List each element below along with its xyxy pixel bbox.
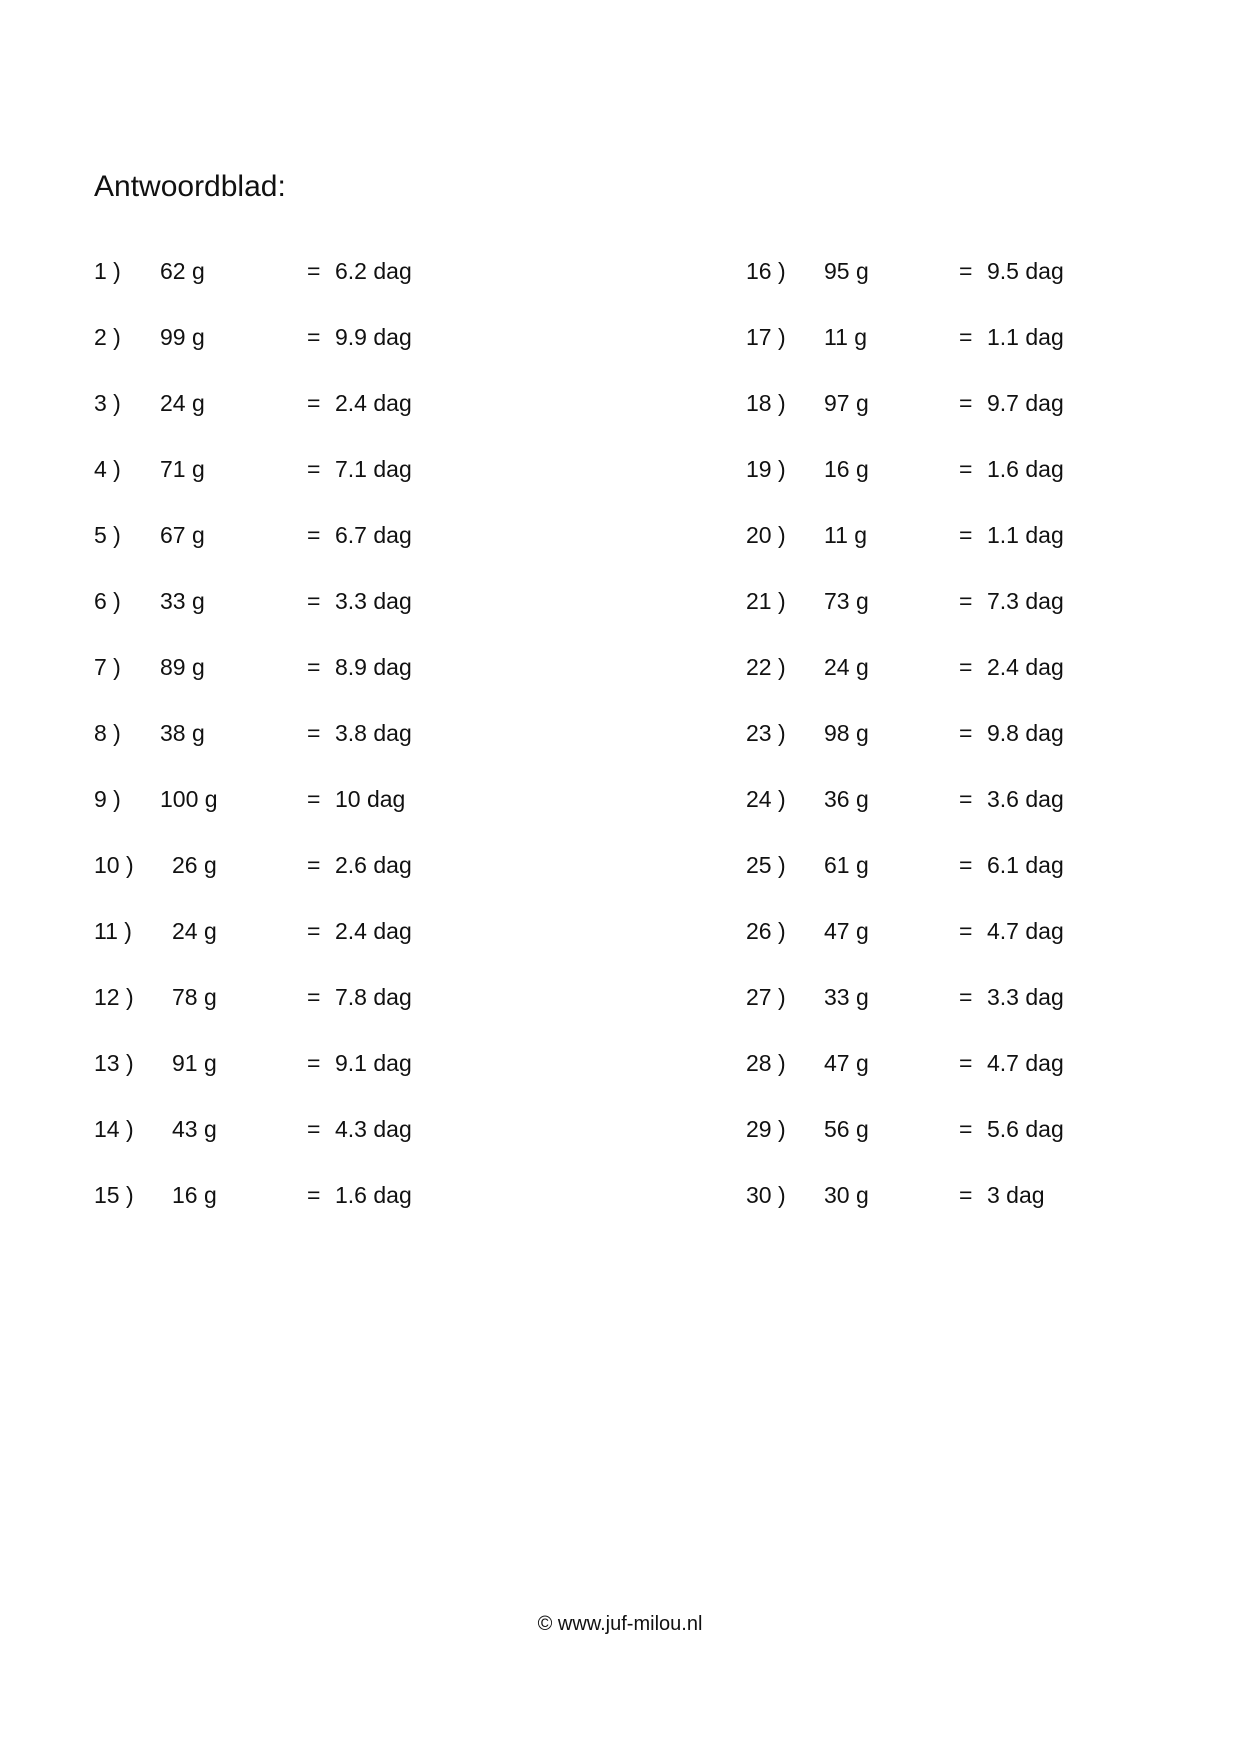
answer-row xyxy=(746,720,1240,786)
grams-value: 24 g xyxy=(172,918,217,944)
grams-value: 71 g xyxy=(160,456,205,482)
grams-value: 47 g xyxy=(824,1050,869,1076)
problem-number: 17 ) xyxy=(746,324,786,350)
equals-sign: = xyxy=(959,324,973,350)
problem-number: 24 ) xyxy=(746,786,786,812)
grams-value: 33 g xyxy=(160,588,205,614)
problem-number: 14 ) xyxy=(94,1116,134,1142)
equals-sign: = xyxy=(959,1116,973,1142)
answer-row xyxy=(94,852,654,918)
answer-row xyxy=(746,1050,1240,1116)
equals-sign: = xyxy=(959,918,973,944)
equals-sign: = xyxy=(307,984,321,1010)
grams-value: 78 g xyxy=(172,984,217,1010)
problem-number: 7 ) xyxy=(94,654,121,680)
answer-value: 7.1 dag xyxy=(335,456,412,482)
problem-number: 15 ) xyxy=(94,1182,134,1208)
answer-row xyxy=(94,324,654,390)
problem-number: 12 ) xyxy=(94,984,134,1010)
problem-number: 19 ) xyxy=(746,456,786,482)
grams-value: 38 g xyxy=(160,720,205,746)
grams-value: 16 g xyxy=(172,1182,217,1208)
grams-value: 43 g xyxy=(172,1116,217,1142)
answer-row xyxy=(94,390,654,456)
grams-value: 73 g xyxy=(824,588,869,614)
grams-value: 26 g xyxy=(172,852,217,878)
answer-value: 10 dag xyxy=(335,786,406,812)
answer-value: 2.4 dag xyxy=(335,918,412,944)
answer-value: 6.1 dag xyxy=(987,852,1064,878)
problem-number: 4 ) xyxy=(94,456,121,482)
problem-number: 28 ) xyxy=(746,1050,786,1076)
grams-value: 98 g xyxy=(824,720,869,746)
answer-row xyxy=(746,786,1240,852)
equals-sign: = xyxy=(307,654,321,680)
answer-row xyxy=(94,786,654,852)
equals-sign: = xyxy=(307,588,321,614)
answer-value: 9.7 dag xyxy=(987,390,1064,416)
equals-sign: = xyxy=(959,720,973,746)
answer-row xyxy=(94,456,654,522)
equals-sign: = xyxy=(307,1050,321,1076)
problem-number: 11 ) xyxy=(94,918,132,944)
grams-value: 95 g xyxy=(824,258,869,284)
answer-row xyxy=(94,918,654,984)
answer-value: 1.6 dag xyxy=(987,456,1064,482)
page-title: Antwoordblad: xyxy=(94,170,286,203)
problem-number: 18 ) xyxy=(746,390,786,416)
answer-value: 4.3 dag xyxy=(335,1116,412,1142)
problem-number: 23 ) xyxy=(746,720,786,746)
problem-number: 9 ) xyxy=(94,786,121,812)
problem-number: 21 ) xyxy=(746,588,786,614)
answer-row xyxy=(94,984,654,1050)
equals-sign: = xyxy=(307,258,321,284)
equals-sign: = xyxy=(307,720,321,746)
grams-value: 99 g xyxy=(160,324,205,350)
answer-row xyxy=(94,588,654,654)
answer-value: 3.3 dag xyxy=(987,984,1064,1010)
equals-sign: = xyxy=(307,390,321,416)
equals-sign: = xyxy=(959,588,973,614)
answer-value: 2.4 dag xyxy=(335,390,412,416)
answer-row xyxy=(746,1182,1240,1248)
equals-sign: = xyxy=(959,1182,973,1208)
grams-value: 24 g xyxy=(824,654,869,680)
problem-number: 29 ) xyxy=(746,1116,786,1142)
answer-value: 3.3 dag xyxy=(335,588,412,614)
grams-value: 11 g xyxy=(824,324,868,350)
answer-value: 4.7 dag xyxy=(987,1050,1064,1076)
answer-row xyxy=(746,852,1240,918)
equals-sign: = xyxy=(959,522,973,548)
equals-sign: = xyxy=(959,258,973,284)
answer-value: 1.1 dag xyxy=(987,522,1064,548)
grams-value: 16 g xyxy=(824,456,869,482)
answer-value: 9.9 dag xyxy=(335,324,412,350)
equals-sign: = xyxy=(307,1182,321,1208)
answer-value: 9.1 dag xyxy=(335,1050,412,1076)
answers-column-right xyxy=(746,258,1240,1248)
answer-value: 7.3 dag xyxy=(987,588,1064,614)
answer-row xyxy=(746,984,1240,1050)
problem-number: 13 ) xyxy=(94,1050,134,1076)
answer-row xyxy=(746,324,1240,390)
answer-row xyxy=(746,390,1240,456)
answer-value: 1.6 dag xyxy=(335,1182,412,1208)
equals-sign: = xyxy=(959,654,973,680)
answer-value: 6.7 dag xyxy=(335,522,412,548)
answer-value: 8.9 dag xyxy=(335,654,412,680)
answer-value: 2.4 dag xyxy=(987,654,1064,680)
equals-sign: = xyxy=(307,786,321,812)
answer-value: 6.2 dag xyxy=(335,258,412,284)
grams-value: 100 g xyxy=(160,786,218,812)
grams-value: 33 g xyxy=(824,984,869,1010)
grams-value: 89 g xyxy=(160,654,205,680)
problem-number: 25 ) xyxy=(746,852,786,878)
answer-row xyxy=(94,1050,654,1116)
equals-sign: = xyxy=(307,456,321,482)
answer-row xyxy=(746,588,1240,654)
answer-value: 9.8 dag xyxy=(987,720,1064,746)
equals-sign: = xyxy=(307,1116,321,1142)
answer-value: 4.7 dag xyxy=(987,918,1064,944)
answer-row xyxy=(94,258,654,324)
problem-number: 6 ) xyxy=(94,588,121,614)
answer-value: 1.1 dag xyxy=(987,324,1064,350)
grams-value: 24 g xyxy=(160,390,205,416)
answer-row xyxy=(94,1182,654,1248)
grams-value: 67 g xyxy=(160,522,205,548)
answer-row xyxy=(746,522,1240,588)
grams-value: 36 g xyxy=(824,786,869,812)
problem-number: 16 ) xyxy=(746,258,786,284)
grams-value: 62 g xyxy=(160,258,205,284)
problem-number: 8 ) xyxy=(94,720,121,746)
answer-row xyxy=(94,522,654,588)
footer-copyright: © www.juf-milou.nl xyxy=(537,1613,703,1635)
problem-number: 1 ) xyxy=(94,258,121,284)
answer-value: 7.8 dag xyxy=(335,984,412,1010)
equals-sign: = xyxy=(307,852,321,878)
problem-number: 2 ) xyxy=(94,324,121,350)
problem-number: 26 ) xyxy=(746,918,786,944)
answer-row xyxy=(94,1116,654,1182)
grams-value: 56 g xyxy=(824,1116,869,1142)
grams-value: 61 g xyxy=(824,852,869,878)
grams-value: 47 g xyxy=(824,918,869,944)
answer-value: 5.6 dag xyxy=(987,1116,1064,1142)
answer-value: 3.6 dag xyxy=(987,786,1064,812)
equals-sign: = xyxy=(959,1050,973,1076)
equals-sign: = xyxy=(307,522,321,548)
answer-row xyxy=(746,654,1240,720)
problem-number: 30 ) xyxy=(746,1182,786,1208)
equals-sign: = xyxy=(959,390,973,416)
answer-row xyxy=(746,456,1240,522)
problem-number: 20 ) xyxy=(746,522,786,548)
problem-number: 5 ) xyxy=(94,522,121,548)
answer-row xyxy=(746,258,1240,324)
grams-value: 30 g xyxy=(824,1182,869,1208)
answer-value: 3 dag xyxy=(987,1182,1045,1208)
answer-row xyxy=(94,720,654,786)
answer-value: 3.8 dag xyxy=(335,720,412,746)
grams-value: 11 g xyxy=(824,522,868,548)
answer-row xyxy=(94,654,654,720)
answer-value: 9.5 dag xyxy=(987,258,1064,284)
answer-value: 2.6 dag xyxy=(335,852,412,878)
equals-sign: = xyxy=(959,456,973,482)
equals-sign: = xyxy=(959,984,973,1010)
problem-number: 3 ) xyxy=(94,390,121,416)
answers-column-left xyxy=(94,258,654,1248)
equals-sign: = xyxy=(959,786,973,812)
equals-sign: = xyxy=(959,852,973,878)
problem-number: 27 ) xyxy=(746,984,786,1010)
equals-sign: = xyxy=(307,324,321,350)
equals-sign: = xyxy=(307,918,321,944)
problem-number: 10 ) xyxy=(94,852,134,878)
answer-row xyxy=(746,918,1240,984)
problem-number: 22 ) xyxy=(746,654,786,680)
answer-row xyxy=(746,1116,1240,1182)
grams-value: 97 g xyxy=(824,390,869,416)
grams-value: 91 g xyxy=(172,1050,217,1076)
